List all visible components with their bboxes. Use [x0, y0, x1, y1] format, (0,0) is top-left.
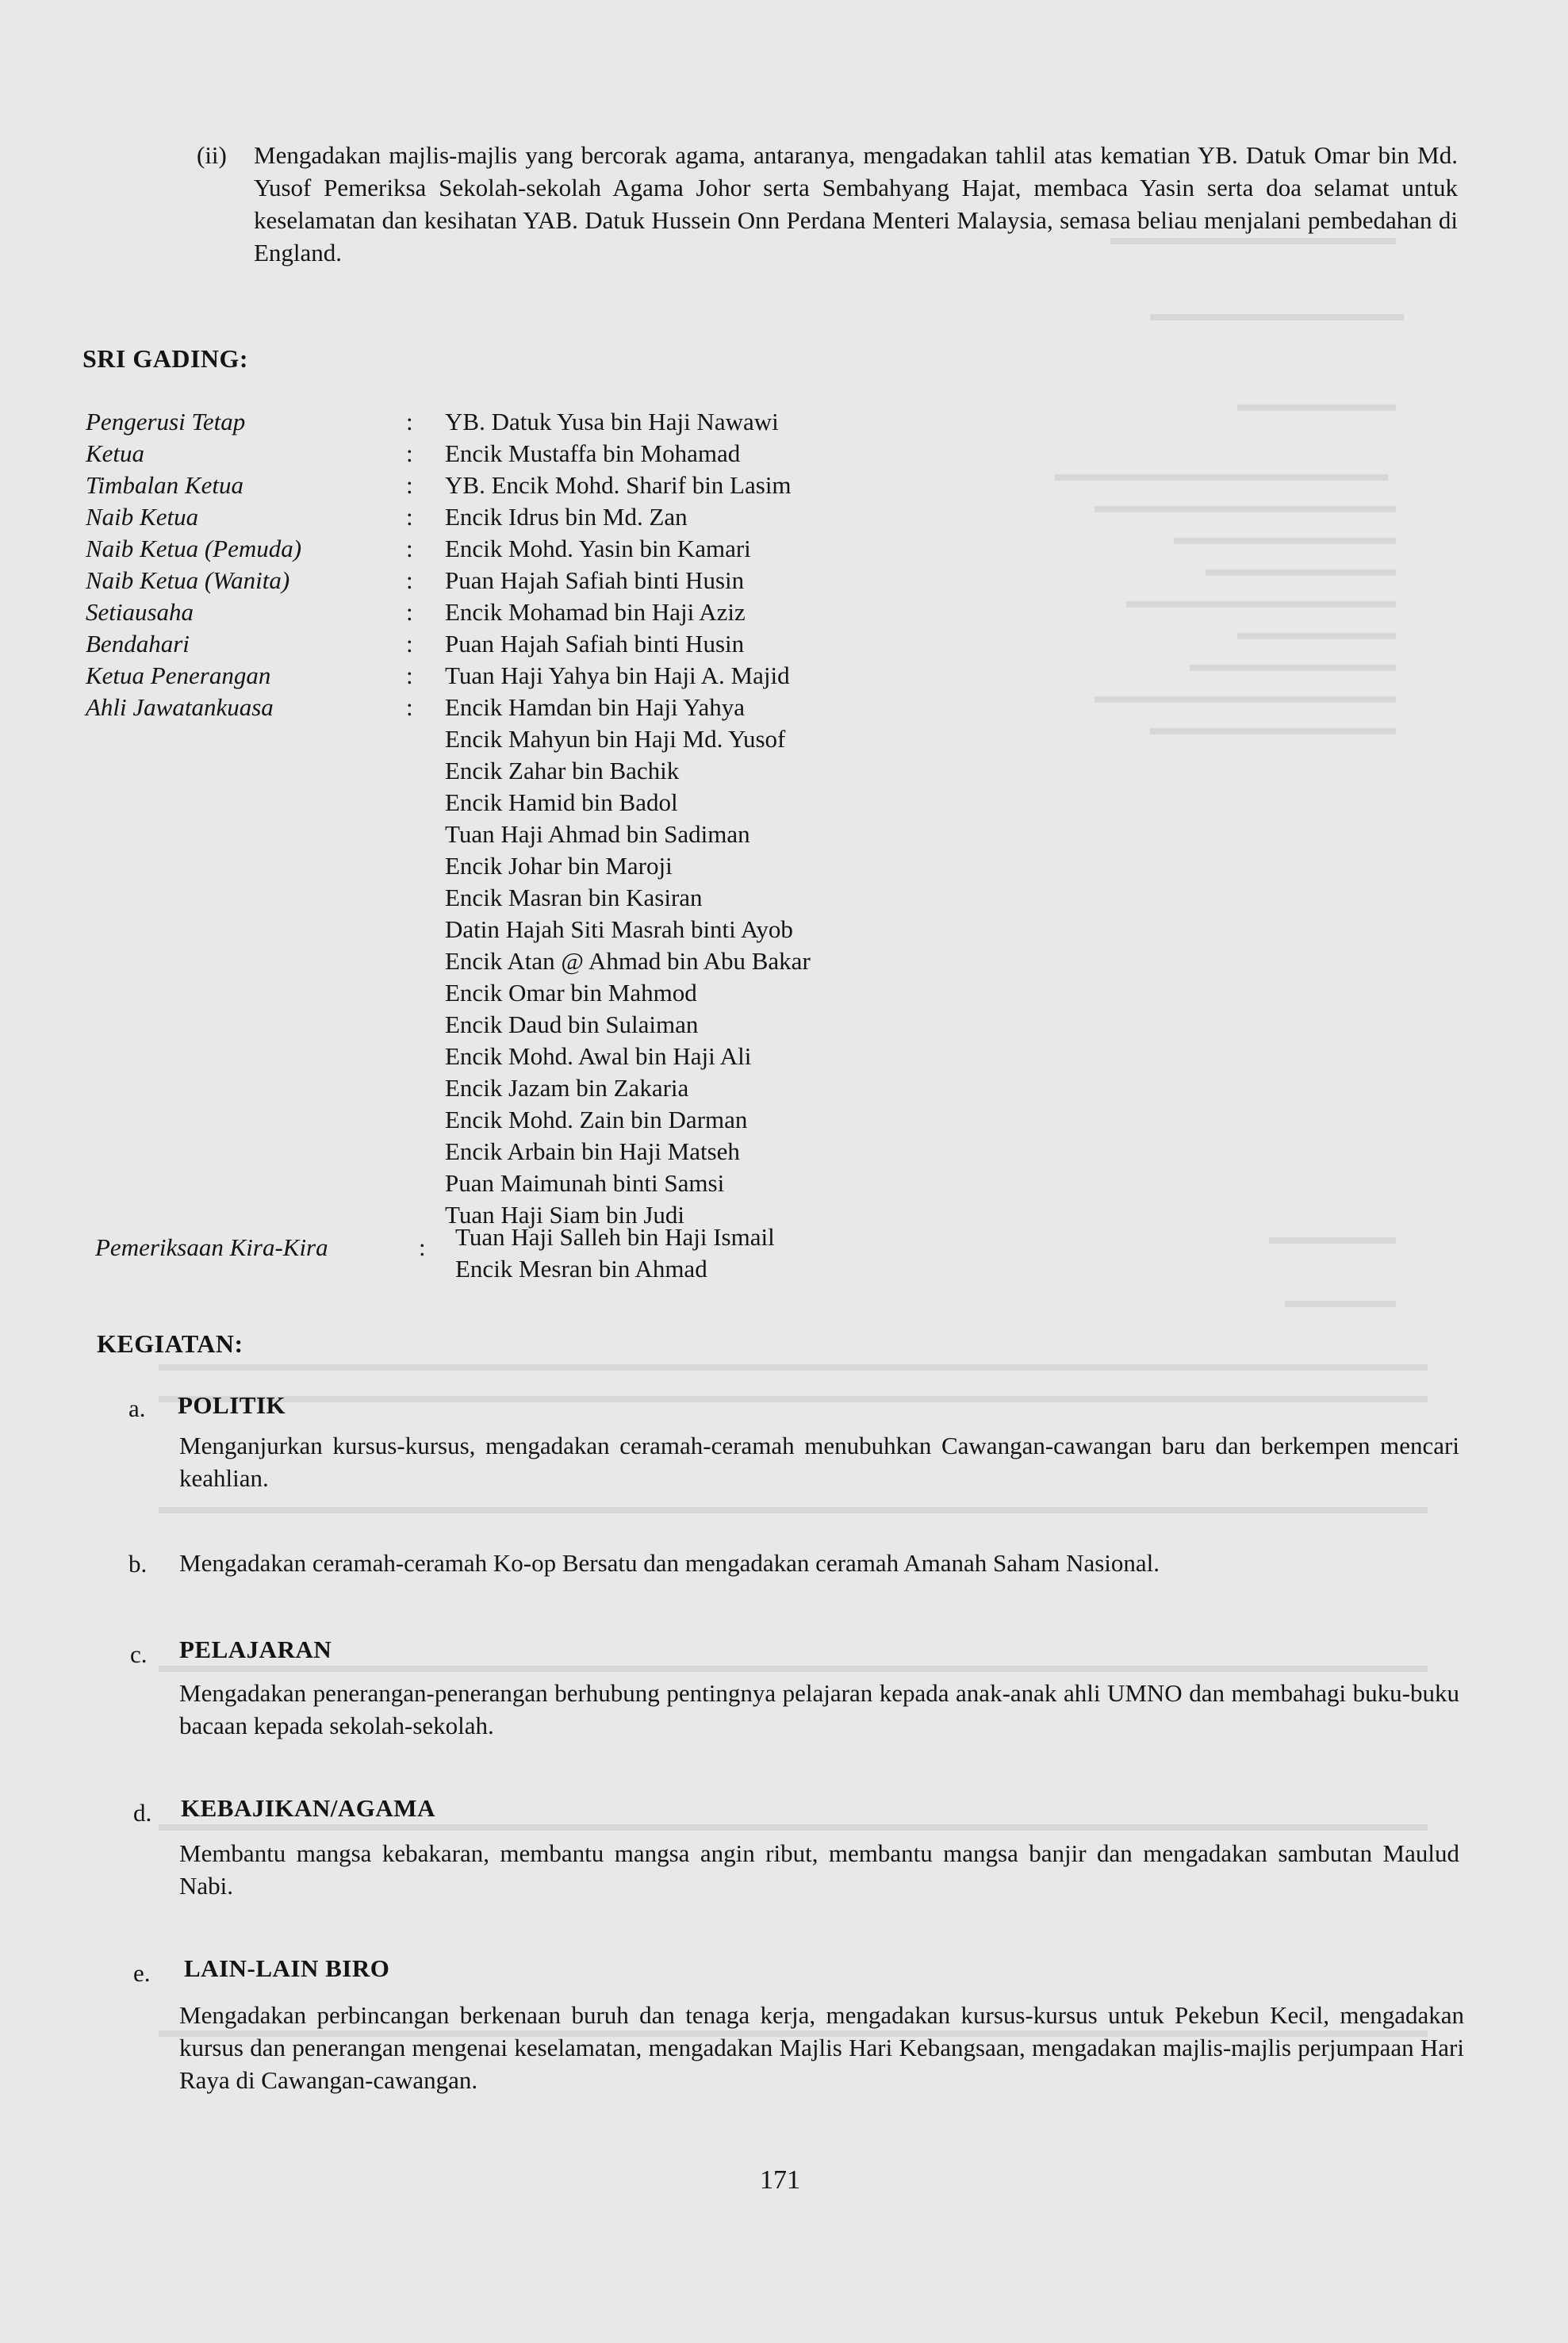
- section-heading: SRI GADING:: [82, 344, 249, 373]
- role-label: Setiausaha: [86, 598, 194, 626]
- colon: :: [406, 693, 413, 721]
- intro-item-text: Mengadakan majlis-majlis yang bercorak agama, antaranya, mengadakan tahlil atas kematian YB. Datuk Omar bin Md. Yusof Pemeriksa Sekolah-sekolah Agama Johor serta Sembahyang Hajat, membaca Yasin serta doa selamat untuk keselamatan dan kesihatan YAB. Datuk Hussein Onn Perdana Menteri Malaysia, semasa beliau menjalani pembedahan di England.: [254, 141, 1458, 267]
- activity-letter: a.: [128, 1394, 146, 1422]
- colon: :: [406, 439, 413, 467]
- audit-names: [455, 1221, 775, 1285]
- role-label: Ketua: [86, 439, 145, 467]
- colon: :: [406, 471, 413, 499]
- activity-title-pelajaran: PELAJARAN: [179, 1635, 332, 1663]
- ajk-member-name: Encik Daud bin Sulaiman: [445, 1010, 699, 1038]
- activities-heading: KEGIATAN:: [97, 1329, 243, 1358]
- member-name: Puan Hajah Safiah binti Husin: [445, 630, 745, 658]
- role-label: Naib Ketua (Pemuda): [86, 535, 302, 562]
- ajk-member-name: Encik Johar bin Maroji: [445, 852, 673, 880]
- role-label: Ahli Jawatankuasa: [86, 693, 274, 721]
- committee-colons: [406, 406, 413, 723]
- activity-letter: b.: [128, 1550, 148, 1578]
- activity-text-kebajikan: Membantu mangsa kebakaran, membantu mangsa angin ribut, membantu mangsa banjir dan mengadakan sambutan Maulud Nabi.: [179, 1839, 1459, 1900]
- ajk-member-name: Tuan Haji Siam bin Judi: [445, 1201, 684, 1229]
- colon: :: [406, 661, 413, 689]
- ajk-member-name: Encik Masran bin Kasiran: [445, 884, 703, 911]
- member-name: Encik Mohamad bin Haji Aziz: [445, 598, 746, 626]
- role-label: Ketua Penerangan: [86, 661, 271, 689]
- page-number: 171: [760, 2165, 800, 2195]
- committee-roles: [86, 406, 301, 723]
- ajk-member-name: Datin Hajah Siti Masrah binti Ayob: [445, 915, 793, 943]
- member-name: YB. Datuk Yusa bin Haji Nawawi: [445, 408, 779, 435]
- role-label: Pengerusi Tetap: [86, 408, 246, 435]
- member-name: Encik Mustaffa bin Mohamad: [445, 439, 741, 467]
- activity-text-pelajaran: Mengadakan penerangan-penerangan berhubung pentingnya pelajaran kepada anak-anak ahli UMNO dan membahagi buku-buku bacaan kepada sekolah-sekolah.: [179, 1679, 1459, 1739]
- intro-item-number: (ii): [197, 141, 227, 169]
- ajk-member-name: Encik Hamid bin Badol: [445, 788, 678, 816]
- ajk-member-name: Puan Maimunah binti Samsi: [445, 1169, 725, 1197]
- ajk-member-name: Encik Arbain bin Haji Matseh: [445, 1137, 740, 1165]
- colon: :: [419, 1233, 426, 1261]
- colon: :: [406, 503, 413, 531]
- ajk-member-name: Encik Atan @ Ahmad bin Abu Bakar: [445, 947, 811, 975]
- committee-names: [445, 406, 811, 1231]
- member-name: Puan Hajah Safiah binti Husin: [445, 566, 745, 594]
- activity-title-lain-lain-biro: LAIN-LAIN BIRO: [184, 1954, 390, 1982]
- colon: :: [406, 566, 413, 594]
- member-name: Tuan Haji Yahya bin Haji A. Majid: [445, 661, 790, 689]
- activity-text-b: Mengadakan ceramah-ceramah Ko-op Bersatu dan mengadakan ceramah Amanah Saham Nasional.: [179, 1549, 1160, 1577]
- colon: :: [406, 598, 413, 626]
- auditor-name: Tuan Haji Salleh bin Haji Ismail: [455, 1223, 775, 1251]
- activity-letter: d.: [133, 1799, 152, 1827]
- ajk-member-name: Encik Omar bin Mahmod: [445, 979, 697, 1007]
- member-name: Encik Mohd. Yasin bin Kamari: [445, 535, 751, 562]
- role-label: Bendahari: [86, 630, 190, 658]
- auditor-name: Encik Mesran bin Ahmad: [455, 1255, 707, 1283]
- role-label: Naib Ketua: [86, 503, 199, 531]
- role-label: Naib Ketua (Wanita): [86, 566, 290, 594]
- ajk-member-name: Encik Jazam bin Zakaria: [445, 1074, 689, 1102]
- audit-role-label: Pemeriksaan Kira-Kira: [95, 1233, 328, 1261]
- role-label: Timbalan Ketua: [86, 471, 243, 499]
- activity-title-kebajikan: KEBAJIKAN/AGAMA: [181, 1794, 435, 1822]
- member-name: YB. Encik Mohd. Sharif bin Lasim: [445, 471, 792, 499]
- ajk-member-name: Encik Zahar bin Bachik: [445, 757, 680, 784]
- activity-letter: e.: [133, 1959, 151, 1987]
- ajk-member-name: Encik Mahyun bin Haji Md. Yusof: [445, 725, 786, 753]
- colon: :: [406, 630, 413, 658]
- activity-text-politik: Menganjurkan kursus-kursus, mengadakan ceramah-ceramah menubuhkan Cawangan-cawangan baru dan berkempen mencari keahlian.: [179, 1432, 1459, 1492]
- member-name: Encik Hamdan bin Haji Yahya: [445, 693, 745, 721]
- ajk-member-name: Encik Mohd. Zain bin Darman: [445, 1106, 748, 1133]
- ajk-member-name: Tuan Haji Ahmad bin Sadiman: [445, 820, 750, 848]
- colon: :: [406, 408, 413, 435]
- colon: :: [406, 535, 413, 562]
- activity-title-politik: POLITIK: [178, 1391, 286, 1419]
- member-name: Encik Idrus bin Md. Zan: [445, 503, 688, 531]
- ajk-member-name: Encik Mohd. Awal bin Haji Ali: [445, 1042, 752, 1070]
- activity-text-lain-lain-biro: Mengadakan perbincangan berkenaan buruh dan tenaga kerja, mengadakan kursus-kursus untuk Pekebun Kecil, mengadakan kursus dan penerangan mengenai keselamatan, mengadakan Majlis Hari Kebangsaan, mengadakan majlis-majlis perjumpaan Hari Raya di Cawangan-cawangan.: [179, 2001, 1464, 2094]
- activity-letter: c.: [130, 1640, 148, 1668]
